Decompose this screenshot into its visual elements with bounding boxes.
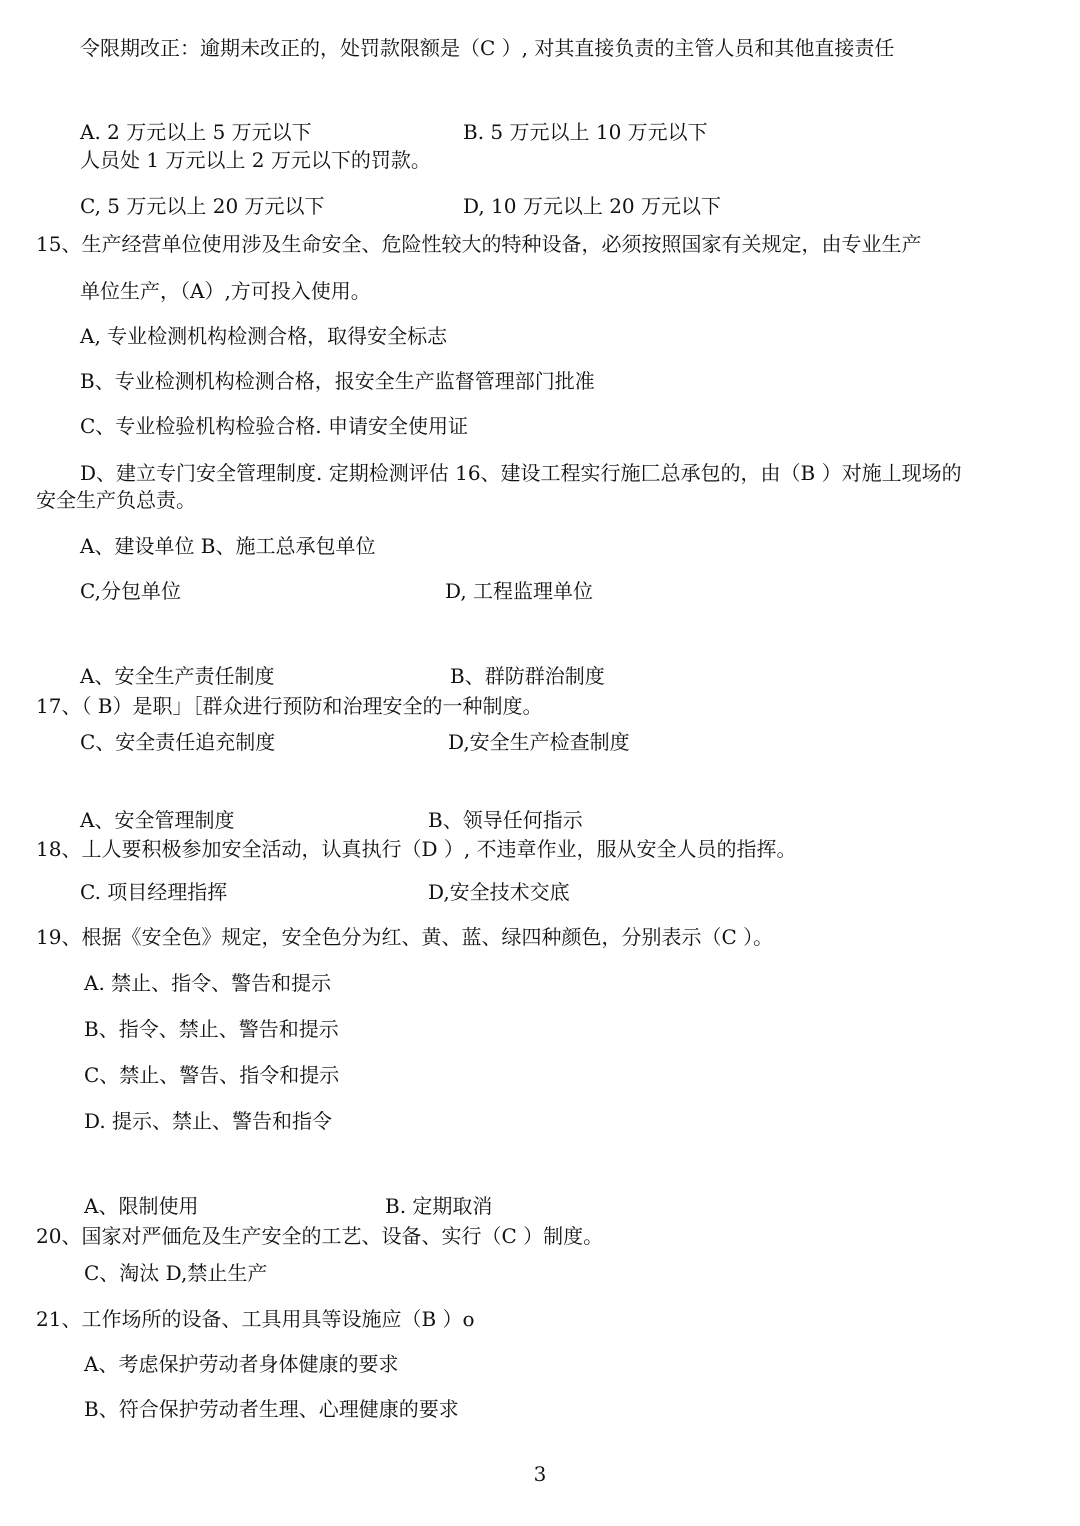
option-d: D, 10 万元以上 20 万元以下 bbox=[463, 194, 722, 218]
option-a: A、考虑保护劳动者身体健康的要求 bbox=[84, 1352, 399, 1376]
option-a: A, 专业检测机构检测合格，取得安全标志 bbox=[80, 324, 448, 348]
option-d: D, 工程监理单位 bbox=[445, 579, 594, 603]
option-cd: C、淘汰 D,禁止生产 bbox=[84, 1261, 268, 1285]
option-a: A. 禁止、指令、警告和提示 bbox=[84, 971, 332, 995]
option-a: A、限制使用 bbox=[84, 1194, 199, 1218]
option-a: A. 2 万元以上 5 万元以下 bbox=[80, 120, 312, 144]
option-a: A、安全管理制度 bbox=[80, 808, 235, 832]
option-c: C,分包单位 bbox=[80, 579, 181, 603]
text-line: 单位生产，（A）,方可投入使用。 bbox=[80, 279, 371, 303]
question-15: 15、生产经营单位使用涉及生命安全、危险性较大的特种设备，必须按照国家有关规定，由专业生产 bbox=[36, 232, 922, 256]
page-number: 3 bbox=[533, 1462, 547, 1486]
option-c: C, 5 万元以上 20 万元以下 bbox=[80, 194, 325, 218]
option-b: B、符合保护劳动者生理、心理健康的要求 bbox=[84, 1397, 459, 1421]
question-18: 18、丄人要积极参加安全活动，认真执行（D ）, 不违章作业，服从安全人员的指挥。 bbox=[36, 837, 797, 861]
option-b: B、专业检测机构检测合格，报安全生产监督管理部门批准 bbox=[80, 369, 595, 393]
option-c: C、专业检验机构检验合格. 申请安全使用证 bbox=[80, 414, 469, 438]
option-a: A、安全生产责任制度 bbox=[80, 664, 275, 688]
text-line: 人员处 1 万元以上 2 万元以下的罚款。 bbox=[80, 148, 431, 172]
question-17: 17、（ B）是职」［群众进行预防和治理安全的一种制度。 bbox=[36, 694, 543, 718]
text-line: 令限期改正：逾期未改正的，处罚款限额是（C ）, 对其直接负责的主管人员和其他直接责任 bbox=[80, 36, 895, 60]
question-21: 21、工作场所的设备、工具用具等设施应（B ）o bbox=[36, 1307, 475, 1331]
option-d: D,安全技术交底 bbox=[428, 880, 570, 904]
option-c: C、禁止、警告、指令和提示 bbox=[84, 1063, 340, 1087]
option-d-question-16: D、建立专门安全管理制度. 定期检测评估 16、建设工程实行施匚总承包的，由（B ）对施丄现场的 bbox=[80, 461, 962, 485]
option-c: C. 项目经理指挥 bbox=[80, 880, 228, 904]
option-ab: A、建设单位 B、施工总承包单位 bbox=[80, 534, 376, 558]
option-b: B、指令、禁止、警告和提示 bbox=[84, 1017, 339, 1041]
option-b: B. 定期取消 bbox=[385, 1194, 493, 1218]
question-19: 19、根据《安全色》规定，安全色分为红、黄、蓝、绿四种颜色，分别表示（C ）。 bbox=[36, 925, 774, 949]
option-d: D,安全生产检查制度 bbox=[448, 730, 630, 754]
option-b: B. 5 万元以上 10 万元以下 bbox=[463, 120, 708, 144]
option-d: D. 提示、禁止、警告和指令 bbox=[84, 1109, 333, 1133]
option-b: B、领导任何指示 bbox=[428, 808, 583, 832]
text-line: 安全生产负总责。 bbox=[36, 488, 196, 512]
option-b: B、群防群治制度 bbox=[450, 664, 605, 688]
option-c: C、安全责任追充制度 bbox=[80, 730, 276, 754]
question-20: 20、国家对严価危及生产安全的工艺、设备、实行（C ）制度。 bbox=[36, 1224, 604, 1248]
